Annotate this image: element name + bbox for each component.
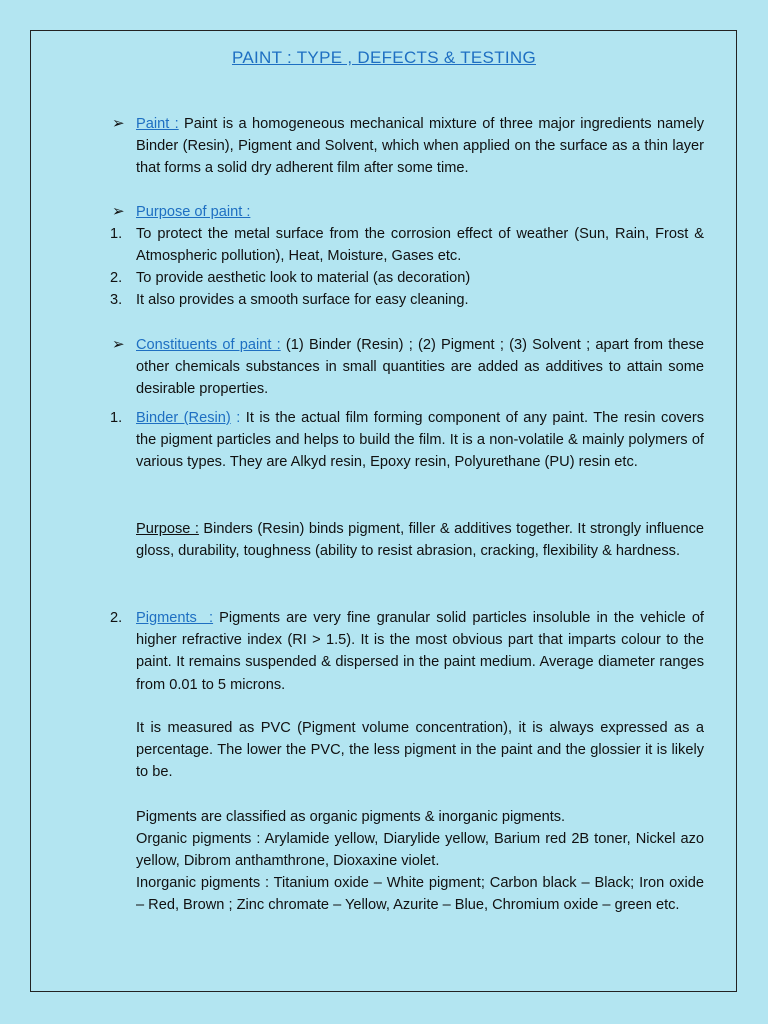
list-number: 1. <box>110 226 123 242</box>
list-number: 2. <box>110 610 123 626</box>
list-number: 1. <box>110 410 123 426</box>
pvc-paragraph: It is measured as PVC (Pigment volume concentration), it is always expressed as a percentage. The lower the PVC, the less pigment in the paint and the glossier it is likely to be. <box>136 720 704 781</box>
paint-text: Paint is a homogeneous mechanical mixture of three major ingredients namely Binder (Resin), Pigment and Solvent, which when applied on the surface as a thin layer that forms a solid dry adherent film after some time. <box>136 116 704 177</box>
list-number: 2. <box>110 270 123 286</box>
list-number: 3. <box>110 292 123 308</box>
bullet-arrow-icon: ➢ <box>112 203 125 220</box>
document-title: PAINT : TYPE , DEFECTS & TESTING <box>231 48 536 67</box>
inorganic-pigments: Inorganic pigments : Titanium oxide – White pigment; Carbon black – Black; Iron oxide – Red, Brown ; Zinc chromate – Yellow, Azurite – Blue, Chromium oxide – green etc. <box>136 875 704 914</box>
bullet-arrow-icon: ➢ <box>112 115 125 132</box>
purpose-item: To provide aesthetic look to material (as decoration) <box>136 270 471 286</box>
pigments-paragraph <box>136 607 704 696</box>
purpose-label: Purpose of paint : <box>136 204 251 220</box>
paint-label: Paint : <box>136 116 179 132</box>
constituents-paragraph <box>136 334 704 401</box>
binder-purpose <box>136 518 704 562</box>
binder-paragraph <box>136 407 704 474</box>
binder-separator: : <box>230 410 246 426</box>
binder-label: Binder (Resin) <box>136 410 231 426</box>
organic-pigments: Organic pigments : Arylamide yellow, Diarylide yellow, Barium red 2B toner, Nickel azo yellow, Dibrom anthamthrone, Dioxaxine violet. <box>136 831 704 870</box>
pigments-classification: Pigments are classified as organic pigments & inorganic pigments. <box>136 809 566 825</box>
binder-purpose-label: Purpose : <box>136 521 199 537</box>
bullet-arrow-icon: ➢ <box>112 336 125 353</box>
pigments-text: Pigments are very fine granular solid particles insoluble in the vehicle of higher refractive index (RI > 1.5). It is the most obvious part that imparts colour to the paint. It remains suspended & dispersed in the paint medium. Average diameter ranges from 0.01 to 5 microns. <box>136 610 704 693</box>
pigments-label: Pigments : <box>136 610 214 626</box>
binder-purpose-text: Binders (Resin) binds pigment, filler & additives together. It strongly influence gloss, durability, toughness (ability to resist abrasion, cracking, flexibility & hardness. <box>136 521 704 560</box>
constituents-text: (1) Binder (Resin) ; (2) Pigment ; (3) Solvent ; apart from these other chemicals substances in small quantities are added as additives to attain some desirable properties. <box>136 337 705 398</box>
purpose-item: It also provides a smooth surface for easy cleaning. <box>136 292 469 308</box>
binder-text: It is the actual film forming component of any paint. The resin covers the pigment particles and helps to build the film. It is a non-volatile & mainly polymers of various types. They are Alkyd resin, Epoxy resin, Polyurethane (PU) resin etc. <box>136 410 705 471</box>
purpose-heading <box>136 201 704 223</box>
constituents-label: Constituents of paint : <box>136 337 281 353</box>
paint-definition <box>136 113 704 180</box>
purpose-item: To protect the metal surface from the corrosion effect of weather (Sun, Rain, Frost & Atmospheric pollution), Heat, Moisture, Gases etc. <box>136 226 704 265</box>
